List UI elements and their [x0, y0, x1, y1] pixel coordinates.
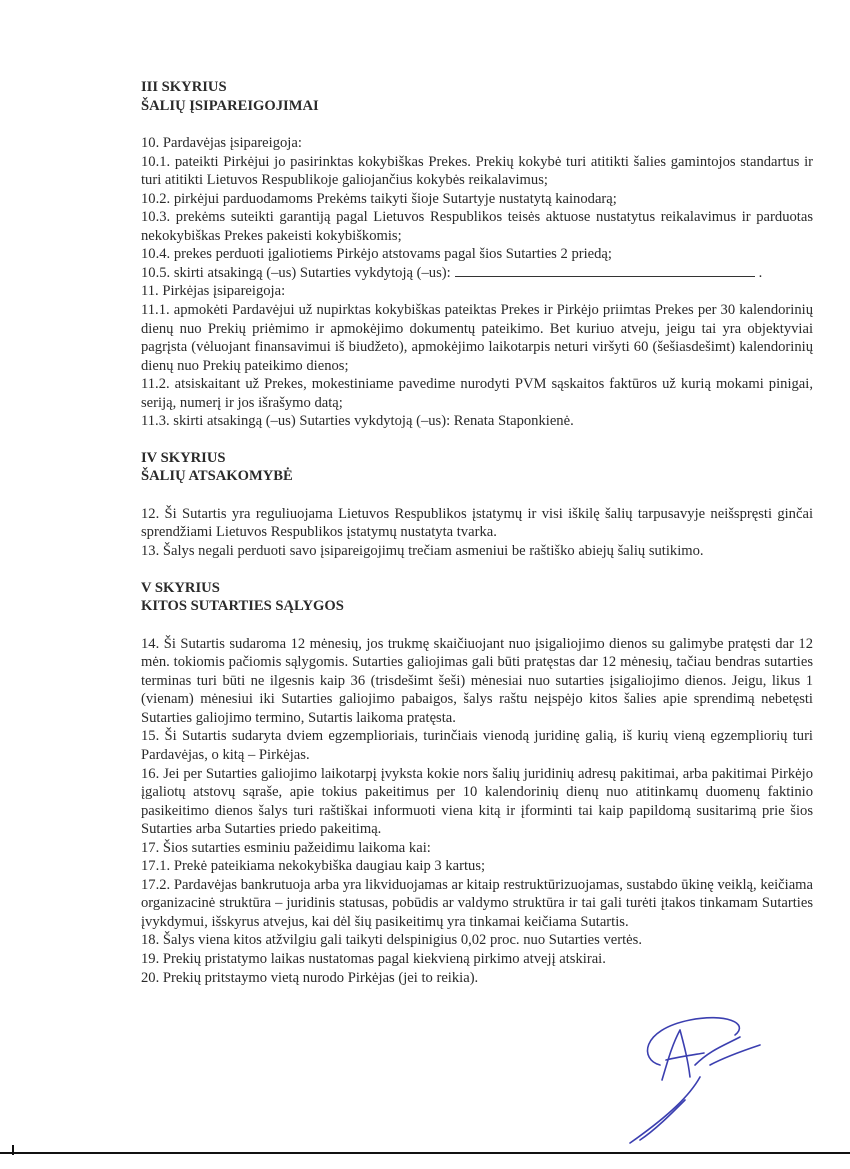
handwritten-signature	[600, 1005, 780, 1145]
clause: 10.5. skirti atsakingą (–us) Sutarties vykdytoją (–us):	[141, 264, 451, 281]
clause: 11. Pirkėjas įsipareigoja:	[141, 283, 286, 300]
clause: 11.1. apmokėti Pardavėjui už nupirktas kokybiškas pateiktas Prekes ir Pirkėjo priimtas Prekes per 30 kalendorinių dienų nuo Prekių priėmimo ir apmokėjimo dokumentų pateikimo. Bet kuriuo atveju, jeigu tai yra objektyviai pagrįsta (vėluojant finansavimui iš biudžeto), apmokėjimo laikotarpis neturi viršyti 60 (šešiasdešimt) kalendorinių dienų nuo Prekių pateikimo dienos;	[141, 302, 813, 374]
section-v	[141, 579, 813, 987]
clause: 10.3. prekėms suteikti garantiją pagal Lietuvos Respublikos teisės aktuose nustatytus reikalavimus ir parduotas nekokybiškas Prekes pakeisti kokybiškomis;	[141, 209, 813, 244]
clause: 14. Ši Sutartis sudaroma 12 mėnesių, jos trukmę skaičiuojant nuo įsigaliojimo dienos su galimybe pratęsti dar 12 mėn. tokiomis pačiomis sąlygomis. Sutarties galiojimas gali būti pratęstas dar 12 mėnesių, tačiau bendras sutarties terminas turi būti ne ilgesnis kaip 36 (trisdešimt šeši) mėnesiai nuo sutarties įsigaliojimo dienos. Jeigu, likus 1 (vienam) mėnesiui iki Sutarties galiojimo pabaigos, šalys raštu neįspėjo kitos šalies apie sprendimą nebetęsti Sutarties galiojimo termino, Sutartis laikoma pratęsta.	[141, 635, 813, 726]
document-page	[141, 78, 813, 1005]
clause: 11.3. skirti atsakingą (–us) Sutarties vykdytoją (–us): Renata Staponkienė.	[141, 413, 574, 430]
clause: 11.2. atsiskaitant už Prekes, mokestiniame pavedime nurodyti PVM sąskaitos faktūros už kurią mokami pinigai, seriją, numerį ir jos išrašymo datą;	[141, 376, 813, 411]
section-iii	[141, 78, 813, 431]
section-subtitle: ŠALIŲ ATSAKOMYBĖ	[141, 468, 293, 485]
clause: 17.1. Prekė pateikiama nekokybiška daugiau kaip 3 kartus;	[141, 858, 486, 875]
section-title: III SKYRIUS	[141, 79, 227, 95]
clause: 10.2. pirkėjui parduodamoms Prekėms taikyti šioje Sutartyje nustatytą kainodarą;	[141, 190, 617, 207]
scan-bottom-line	[0, 1152, 850, 1154]
clause: 16. Jei per Sutarties galiojimo laikotarpį įvyksta kokie nors šalių juridinių adresų pakitimai, arba pakitimai Pirkėjo įgaliotų atstovų sąraše, apie tokius pakeitimus per 10 kalendorinių dienų nuo atitinkamų duomenų faktinio pasikeitimo dienos šalys turi raštiškai informuoti viena kitą ir įforminti tai kaip papildomą susitarimą prie šios Sutarties arba Sutarties priedo pakeitimą.	[141, 765, 813, 838]
section-iv	[141, 449, 813, 561]
blank-line	[455, 264, 755, 277]
clause: 10.1. pateikti Pirkėjui jo pasirinktas kokybiškas Prekes. Prekių kokybė turi atitikti šalies gamintojos standartus ir turi atitikti Lietuvos Respublikoje galiojančius kokybės reikalavimus;	[141, 153, 813, 189]
section-title: IV SKYRIUS	[141, 449, 226, 466]
clause-with-blank	[141, 264, 813, 283]
clause: 17. Šios sutarties esminiu pažeidimu laikoma kai:	[141, 839, 431, 856]
section-subtitle: ŠALIŲ ĮSIPAREIGOJIMAI	[141, 97, 319, 114]
section-title: V SKYRIUS	[141, 579, 220, 596]
clause: 10. Pardavėjas įsipareigoja:	[141, 135, 302, 152]
clause: 17.2. Pardavėjas bankrutuoja arba yra likviduojamas ar kitaip restruktūrizuojamas, sustabdo ūkinę veiklą, keičiama organizacinė struktūra – juridinis statusas, pobūdis ar valdymo struktūra ir tai gali turėti įtakos tinkamam Sutarties įvykdymui, išskyrus atvejus, kai dėl šių pasikeitimų yra tinkamai keičiama Sutartis.	[141, 876, 813, 930]
clause: 18. Šalys viena kitos atžvilgiu gali taikyti delspinigius 0,02 proc. nuo Sutarties vertės.	[141, 932, 642, 949]
clause: 10.4. prekes perduoti įgaliotiems Pirkėjo atstovams pagal šios Sutarties 2 priedą;	[141, 246, 612, 263]
clause: 13. Šalys negali perduoti savo įsipareigojimų trečiam asmeniui be raštiško abiejų šalių sutikimo.	[141, 543, 704, 560]
clause: 12. Ši Sutartis yra reguliuojama Lietuvos Respublikos įstatymų ir visi iškilę šalių tarpusavyje neišspręsti ginčai sprendžiami Lietuvos Respublikos įstatymų nustatyta tvarka.	[141, 505, 813, 541]
clause: 19. Prekių pristatymo laikas nustatomas pagal kiekvieną pirkimo atvejį atskirai.	[141, 950, 606, 967]
blank-suffix: .	[758, 264, 763, 281]
section-subtitle: KITOS SUTARTIES SĄLYGOS	[141, 598, 344, 615]
clause: 15. Ši Sutartis sudaryta dviem egzemplioriais, turinčiais vienodą juridinę galią, iš kurių vieną egzempliorių turi Pardavėjas, o kitą – Pirkėjas.	[141, 728, 813, 763]
clause: 20. Prekių pritstaymo vietą nurodo Pirkėjas (jei to reikia).	[141, 969, 479, 986]
